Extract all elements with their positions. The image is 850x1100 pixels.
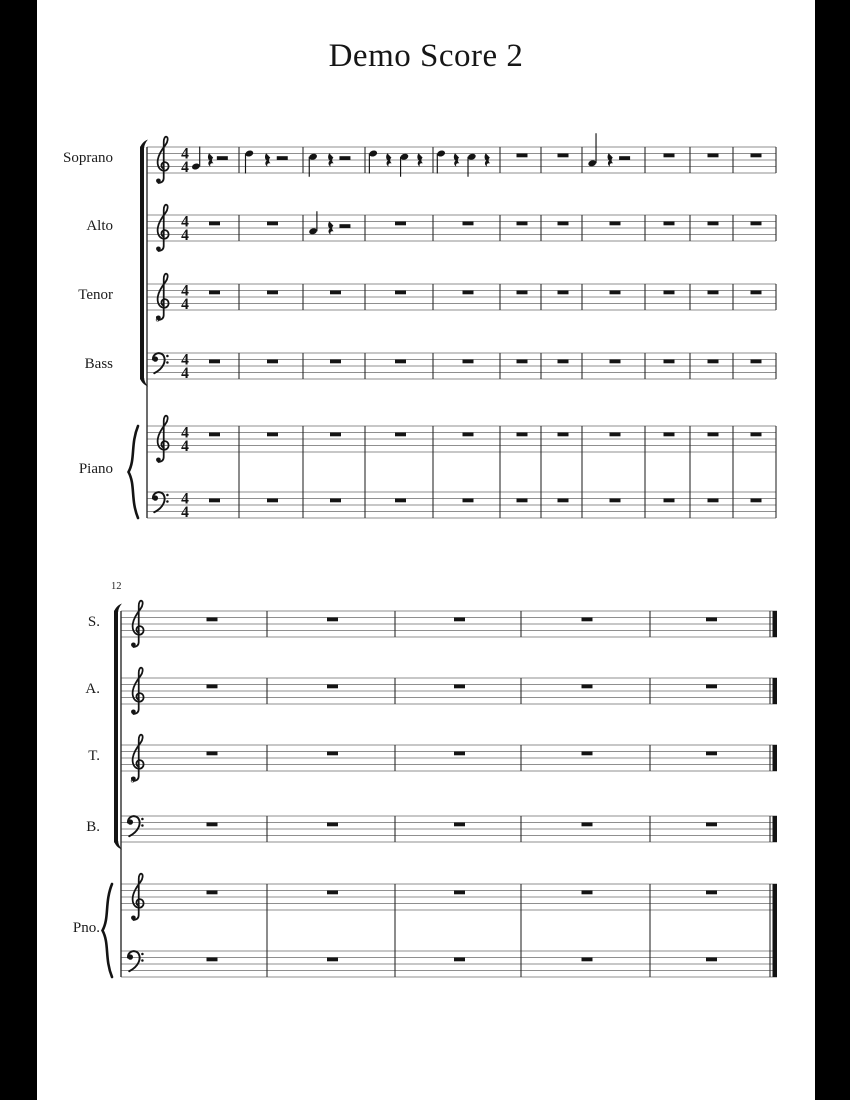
whole-rest	[708, 222, 719, 226]
octave-8-marker: 8	[130, 775, 135, 785]
whole-rest	[751, 433, 762, 437]
instrument-label-tenor: Tenor	[78, 287, 113, 303]
whole-rest	[610, 222, 621, 226]
whole-rest	[610, 291, 621, 295]
whole-rest	[330, 291, 341, 295]
whole-rest	[454, 823, 465, 827]
whole-rest	[517, 154, 528, 158]
whole-rest	[267, 222, 278, 226]
final-barline	[773, 611, 778, 637]
whole-rest	[207, 823, 218, 827]
piano-brace	[103, 884, 113, 977]
whole-rest	[267, 433, 278, 437]
whole-rest	[706, 618, 717, 622]
whole-rest	[706, 958, 717, 962]
whole-rest	[706, 823, 717, 827]
whole-rest	[708, 360, 719, 364]
whole-rest	[517, 499, 528, 503]
whole-rest	[454, 685, 465, 689]
time-signature: 4	[181, 296, 189, 313]
bass-clef-icon	[128, 951, 144, 971]
half-rest	[217, 156, 228, 160]
whole-rest	[706, 891, 717, 895]
whole-rest	[395, 291, 406, 295]
whole-rest	[558, 360, 569, 364]
whole-rest	[751, 499, 762, 503]
whole-rest	[395, 360, 406, 364]
whole-rest	[207, 618, 218, 622]
whole-rest	[395, 222, 406, 226]
whole-rest	[267, 291, 278, 295]
instrument-label-alto: Alto	[86, 218, 113, 234]
whole-rest	[330, 360, 341, 364]
whole-rest	[664, 360, 675, 364]
instrument-label-s: S.	[87, 614, 100, 630]
bass-clef-icon	[128, 816, 144, 836]
instrument-label-soprano: Soprano	[63, 150, 113, 166]
final-barline	[773, 678, 778, 704]
whole-rest	[751, 360, 762, 364]
whole-rest	[463, 499, 474, 503]
whole-rest	[209, 291, 220, 295]
quarter-note	[368, 149, 378, 173]
half-rest	[619, 156, 630, 160]
whole-rest	[209, 433, 220, 437]
system-bracket	[114, 611, 118, 843]
piano-brace	[129, 426, 139, 518]
whole-rest	[517, 360, 528, 364]
whole-rest	[209, 499, 220, 503]
page-title: Demo Score 2	[328, 38, 524, 74]
time-signature: 4	[181, 351, 189, 369]
whole-rest	[267, 499, 278, 503]
measure-number: 12	[111, 581, 122, 592]
quarter-note	[191, 147, 201, 171]
whole-rest	[706, 685, 717, 689]
whole-rest	[558, 222, 569, 226]
whole-rest	[395, 433, 406, 437]
time-signature: 4	[181, 213, 189, 231]
whole-rest	[582, 618, 593, 622]
time-signature: 4	[181, 145, 189, 163]
whole-rest	[664, 433, 675, 437]
whole-rest	[558, 433, 569, 437]
whole-rest	[664, 499, 675, 503]
whole-rest	[209, 222, 220, 226]
whole-rest	[708, 499, 719, 503]
system-bracket	[140, 147, 144, 380]
whole-rest	[517, 433, 528, 437]
whole-rest	[708, 291, 719, 295]
instrument-label-b: B.	[86, 819, 100, 835]
whole-rest	[610, 499, 621, 503]
time-signature: 4	[181, 282, 189, 300]
instrument-label-piano: Piano	[78, 461, 113, 477]
whole-rest	[454, 891, 465, 895]
whole-rest	[664, 291, 675, 295]
final-barline	[773, 745, 778, 771]
whole-rest	[207, 685, 218, 689]
whole-rest	[558, 499, 569, 503]
time-signature: 4	[181, 424, 189, 442]
whole-rest	[454, 958, 465, 962]
whole-rest	[207, 958, 218, 962]
whole-rest	[454, 752, 465, 756]
whole-rest	[463, 222, 474, 226]
whole-rest	[327, 685, 338, 689]
time-signature: 4	[181, 365, 189, 382]
whole-rest	[327, 823, 338, 827]
whole-rest	[582, 958, 593, 962]
instrument-label-t: T.	[88, 748, 100, 764]
half-rest	[277, 156, 288, 160]
whole-rest	[610, 360, 621, 364]
time-signature: 4	[181, 227, 189, 244]
bracket-tip	[114, 604, 122, 613]
whole-rest	[610, 433, 621, 437]
instrument-label-pno: Pno.	[72, 920, 100, 936]
whole-rest	[517, 291, 528, 295]
whole-rest	[751, 154, 762, 158]
whole-rest	[463, 291, 474, 295]
half-rest	[339, 224, 350, 228]
whole-rest	[751, 222, 762, 226]
whole-rest	[708, 433, 719, 437]
bass-clef-icon	[153, 353, 169, 373]
whole-rest	[327, 618, 338, 622]
time-signature: 4	[181, 490, 189, 508]
whole-rest	[207, 891, 218, 895]
quarter-note	[436, 149, 446, 173]
whole-rest	[330, 433, 341, 437]
whole-rest	[708, 154, 719, 158]
whole-rest	[706, 752, 717, 756]
whole-rest	[207, 752, 218, 756]
octave-8-marker: 8	[155, 314, 160, 324]
whole-rest	[209, 360, 220, 364]
bracket-tip	[140, 140, 148, 149]
half-rest	[339, 156, 350, 160]
whole-rest	[664, 154, 675, 158]
whole-rest	[558, 291, 569, 295]
whole-rest	[267, 360, 278, 364]
instrument-label-a: A.	[85, 681, 100, 697]
time-signature: 4	[181, 504, 189, 521]
whole-rest	[395, 499, 406, 503]
whole-rest	[463, 433, 474, 437]
whole-rest	[582, 891, 593, 895]
final-barline	[773, 884, 778, 977]
whole-rest	[454, 618, 465, 622]
whole-rest	[330, 499, 341, 503]
quarter-note	[245, 149, 255, 173]
whole-rest	[517, 222, 528, 226]
quarter-note	[587, 133, 597, 167]
whole-rest	[558, 154, 569, 158]
final-barline	[773, 816, 778, 842]
whole-rest	[582, 685, 593, 689]
time-signature: 4	[181, 159, 189, 176]
whole-rest	[664, 222, 675, 226]
instrument-label-bass: Bass	[84, 356, 113, 372]
whole-rest	[327, 752, 338, 756]
whole-rest	[582, 823, 593, 827]
whole-rest	[327, 891, 338, 895]
whole-rest	[327, 958, 338, 962]
whole-rest	[582, 752, 593, 756]
whole-rest	[463, 360, 474, 364]
time-signature: 4	[181, 438, 189, 455]
bass-clef-icon	[153, 492, 169, 512]
whole-rest	[751, 291, 762, 295]
